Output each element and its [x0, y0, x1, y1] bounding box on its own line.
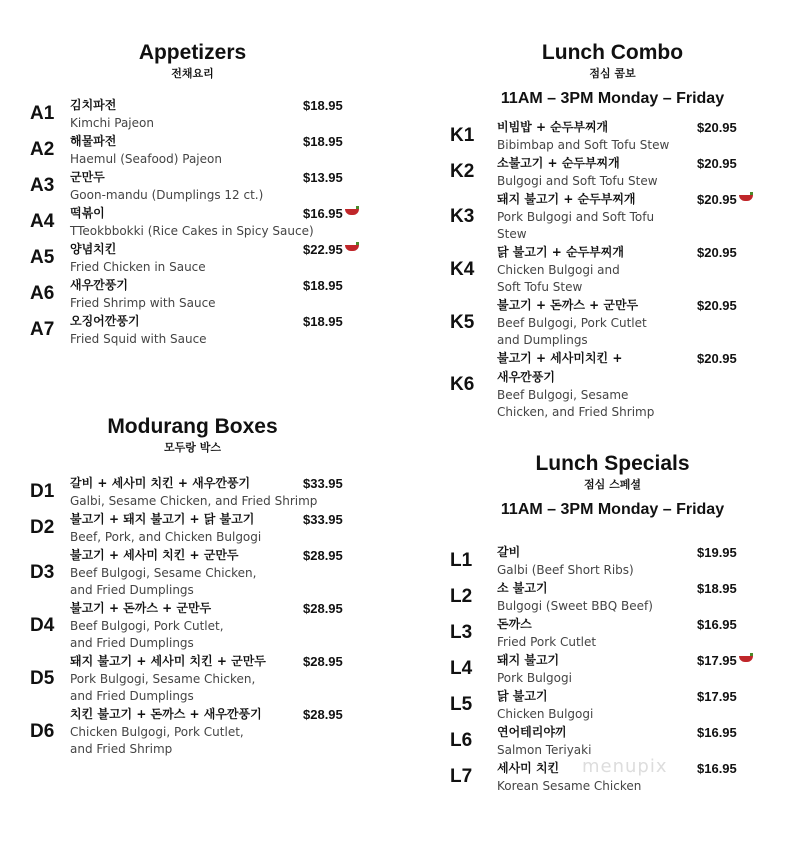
- item-korean-name: 닭 불고기: [497, 689, 548, 703]
- item-text: [497, 296, 647, 349]
- price-value: $28.95: [303, 548, 343, 563]
- item-english-name: Beef Bulgogi, Sesame: [497, 388, 629, 402]
- item-price: [303, 312, 343, 331]
- menu-item: [30, 705, 355, 758]
- item-code: D5: [30, 667, 55, 689]
- item-price: [697, 723, 737, 742]
- item-text: [70, 132, 222, 168]
- lunch-combo-section: [450, 40, 775, 421]
- menu-item: [30, 474, 355, 510]
- menu-item: [30, 132, 355, 168]
- item-english-name: Bulgogi (Sweet BBQ Beef): [497, 599, 653, 613]
- item-korean-name: 갈비: [497, 545, 521, 559]
- item-list: [450, 118, 775, 421]
- item-english-name: Galbi (Beef Short Ribs): [497, 563, 634, 577]
- item-code: L4: [450, 658, 473, 679]
- item-text: [70, 168, 263, 204]
- price-value: $19.95: [697, 545, 737, 560]
- item-english-name: Pork Bulgogi and Soft Tofu: [497, 210, 655, 224]
- menu-item: [450, 190, 775, 243]
- item-english-name: Haemul (Seafood) Pajeon: [70, 152, 222, 166]
- item-english-name: Soft Tofu Stew: [497, 280, 583, 294]
- item-text: [70, 276, 216, 312]
- item-price: [697, 154, 737, 173]
- item-korean-name: 김치파전: [70, 98, 117, 112]
- item-text: [497, 349, 654, 421]
- item-korean-name: 닭 불고기 + 순두부찌개: [497, 245, 624, 259]
- price-value: $16.95: [697, 617, 737, 632]
- item-text: [497, 687, 593, 723]
- menu-item: [30, 276, 355, 312]
- item-english-name: Chicken Bulgogi and: [497, 263, 620, 277]
- item-price: [303, 204, 359, 223]
- item-code: A1: [30, 103, 55, 124]
- item-korean-name: 새우깐풍기: [70, 278, 128, 292]
- item-english-name: TTeokbbokki (Rice Cakes in Spicy Sauce): [70, 224, 314, 238]
- section-hours: 11AM – 3PM Monday – Friday: [500, 90, 725, 107]
- price-value: $20.95: [697, 245, 737, 260]
- price-value: $20.95: [697, 192, 737, 207]
- item-english-name: Galbi, Sesame Chicken, and Fried Shrimp: [70, 494, 318, 508]
- item-text: [497, 190, 654, 243]
- item-code: K4: [450, 258, 475, 280]
- item-korean-name: 소불고기 + 순두부찌개: [497, 156, 620, 170]
- item-price: [697, 651, 753, 670]
- item-code: D2: [30, 517, 55, 538]
- appetizers-section: [30, 40, 355, 348]
- item-english-name: Fried Shrimp with Sauce: [70, 296, 216, 310]
- price-value: $18.95: [303, 314, 343, 329]
- item-korean-name: 불고기 + 돈까스 + 군만두: [70, 601, 212, 615]
- item-korean-name: 불고기 + 세사미치킨 +: [497, 351, 623, 365]
- price-value: $18.95: [303, 278, 343, 293]
- item-english-name: Salmon Teriyaki: [497, 743, 592, 757]
- menu-item: [30, 546, 355, 599]
- menu-item: [30, 96, 355, 132]
- item-korean-name: 돼지 불고기 + 세사미 치킨 + 군만두: [70, 654, 266, 668]
- section-subtitle: 점심 스페셜: [584, 478, 641, 491]
- menu-item: [450, 296, 775, 349]
- item-price: [697, 118, 737, 137]
- item-text: [497, 723, 591, 759]
- item-price: [303, 705, 343, 724]
- item-korean-name: 세사미 치킨: [497, 761, 560, 775]
- price-value: $22.95: [303, 242, 343, 257]
- watermark: menupix: [582, 756, 668, 777]
- item-english-name: Bibimbap and Soft Tofu Stew: [497, 138, 670, 152]
- item-english-name: Beef, Pork, and Chicken Bulgogi: [70, 530, 262, 544]
- item-text: [497, 651, 572, 687]
- section-subtitle: 모두랑 박스: [164, 441, 221, 454]
- section-title: Modurang Boxes: [107, 415, 278, 438]
- item-code: A3: [30, 175, 55, 196]
- menu-item: [450, 615, 775, 651]
- menu-item: [450, 118, 775, 154]
- item-english-name: and Dumplings: [497, 333, 588, 347]
- item-text: [497, 154, 658, 190]
- menu-item: [450, 543, 775, 579]
- item-korean-name: 소 불고기: [497, 581, 548, 595]
- item-english-name: Chicken, and Fried Shrimp: [497, 405, 655, 419]
- item-code: D3: [30, 561, 55, 583]
- item-code: L7: [450, 766, 473, 787]
- chili-pepper-icon: [739, 656, 753, 662]
- item-code: A4: [30, 211, 55, 232]
- item-korean-name: 돼지 불고기: [497, 653, 560, 667]
- price-value: $28.95: [303, 707, 343, 722]
- price-value: $33.95: [303, 476, 343, 491]
- item-text: [497, 243, 624, 296]
- item-list: [30, 96, 355, 348]
- item-english-name: Fried Chicken in Sauce: [70, 260, 206, 274]
- lunch-specials-section: [450, 451, 775, 795]
- item-text: [70, 474, 317, 510]
- item-english-name: Fried Squid with Sauce: [70, 332, 207, 346]
- menu-item: [450, 349, 775, 421]
- price-value: $16.95: [303, 206, 343, 221]
- item-korean-name: 돈까스: [497, 617, 532, 631]
- item-text: [497, 579, 653, 615]
- item-price: [303, 276, 343, 295]
- item-korean-name: 비빔밥 + 순두부찌개: [497, 120, 609, 134]
- chili-pepper-icon: [345, 245, 359, 251]
- item-code: K2: [450, 161, 475, 182]
- price-value: $18.95: [303, 98, 343, 113]
- item-text: [497, 118, 669, 154]
- item-english-name: Stew: [497, 227, 527, 241]
- item-price: [303, 510, 343, 529]
- item-text: [70, 204, 314, 240]
- menu-item: [450, 579, 775, 615]
- item-price: [697, 296, 737, 315]
- item-code: L6: [450, 730, 473, 751]
- item-price: [697, 759, 737, 778]
- item-text: [70, 652, 266, 705]
- item-text: [70, 96, 154, 132]
- item-price: [303, 599, 343, 618]
- item-code: L2: [450, 586, 473, 607]
- menu-item: [450, 243, 775, 296]
- item-code: D4: [30, 614, 55, 636]
- menu-item: [30, 510, 355, 546]
- item-korean-name: 군만두: [70, 170, 105, 184]
- price-value: $17.95: [697, 653, 737, 668]
- item-korean-name: 연어테리야끼: [497, 725, 567, 739]
- price-value: $17.95: [697, 689, 737, 704]
- menu-item: [30, 652, 355, 705]
- price-value: $28.95: [303, 654, 343, 669]
- menu-item: [450, 651, 775, 687]
- item-price: [697, 579, 737, 598]
- item-code: L5: [450, 694, 473, 715]
- item-price: [303, 168, 343, 187]
- item-korean-name: 돼지 불고기 + 순두부찌개: [497, 192, 636, 206]
- price-value: $28.95: [303, 601, 343, 616]
- item-price: [303, 652, 343, 671]
- item-korean-name: 불고기 + 돈까스 + 군만두: [497, 298, 639, 312]
- item-text: [70, 599, 224, 652]
- price-value: $33.95: [303, 512, 343, 527]
- price-value: $20.95: [697, 156, 737, 171]
- item-english-name: Korean Sesame Chicken: [497, 779, 642, 793]
- item-code: K3: [450, 205, 475, 227]
- item-text: [497, 543, 634, 579]
- item-korean-name: 오징어깐풍기: [70, 314, 140, 328]
- section-title: Lunch Specials: [535, 452, 690, 475]
- item-code: K5: [450, 311, 475, 333]
- item-korean-name: 갈비 + 세사미 치킨 + 새우깐풍기: [70, 476, 251, 490]
- menu-item: [450, 154, 775, 190]
- item-english-name: and Fried Dumplings: [70, 636, 194, 650]
- item-english-name: and Fried Dumplings: [70, 689, 194, 703]
- menu-item: [450, 687, 775, 723]
- item-english-name: Beef Bulgogi, Pork Cutlet: [497, 316, 647, 330]
- item-code: D1: [30, 481, 55, 502]
- item-price: [697, 349, 737, 368]
- item-price: [303, 132, 343, 151]
- item-code: A2: [30, 139, 55, 160]
- item-code: K1: [450, 125, 475, 146]
- item-english-name: and Fried Dumplings: [70, 583, 194, 597]
- menu-item: [30, 168, 355, 204]
- item-english-name: Pork Bulgogi: [497, 671, 572, 685]
- item-code: A5: [30, 247, 55, 268]
- item-price: [697, 687, 737, 706]
- item-list: [30, 474, 355, 758]
- item-code: A7: [30, 319, 55, 340]
- item-text: [70, 546, 256, 599]
- item-price: [697, 543, 737, 562]
- item-price: [697, 243, 737, 262]
- menu-item: [450, 723, 775, 759]
- item-english-name: and Fried Shrimp: [70, 742, 173, 756]
- price-value: $20.95: [697, 298, 737, 313]
- price-value: $20.95: [697, 120, 737, 135]
- item-korean-name: 해물파전: [70, 134, 117, 148]
- item-korean-name: 치킨 불고기 + 돈까스 + 새우깐풍기: [70, 707, 262, 721]
- item-price: [303, 546, 343, 565]
- item-price: [303, 474, 343, 493]
- item-text: [70, 240, 206, 276]
- price-value: $20.95: [697, 351, 737, 366]
- modurang-boxes-section: [30, 414, 355, 758]
- item-price: [697, 190, 753, 209]
- item-text: [70, 312, 207, 348]
- section-title: Appetizers: [138, 41, 247, 64]
- item-english-name: Beef Bulgogi, Sesame Chicken,: [70, 566, 257, 580]
- price-value: $16.95: [697, 725, 737, 740]
- item-code: L3: [450, 622, 473, 643]
- section-hours: 11AM – 3PM Monday – Friday: [500, 501, 725, 518]
- price-value: $13.95: [303, 170, 343, 185]
- item-korean-name: 새우깐풍기: [497, 370, 555, 384]
- item-korean-name: 양념치킨: [70, 242, 117, 256]
- chili-pepper-icon: [345, 209, 359, 215]
- item-price: [303, 96, 343, 115]
- item-korean-name: 불고기 + 세사미 치킨 + 군만두: [70, 548, 239, 562]
- section-subtitle: 점심 콤보: [589, 67, 636, 80]
- item-english-name: Pork Bulgogi, Sesame Chicken,: [70, 672, 256, 686]
- section-subtitle: 전채요리: [171, 67, 214, 80]
- section-title: Lunch Combo: [541, 41, 684, 64]
- menu-item: [30, 204, 355, 240]
- menu-item: [30, 240, 355, 276]
- item-korean-name: 불고기 + 돼지 불고기 + 닭 불고기: [70, 512, 255, 526]
- item-text: [70, 510, 261, 546]
- price-value: $18.95: [303, 134, 343, 149]
- price-value: $16.95: [697, 761, 737, 776]
- item-price: [697, 615, 737, 634]
- item-english-name: Beef Bulgogi, Pork Cutlet,: [70, 619, 224, 633]
- item-text: [70, 705, 262, 758]
- item-english-name: Fried Pork Cutlet: [497, 635, 597, 649]
- menu-item: [30, 599, 355, 652]
- item-text: [497, 615, 596, 651]
- item-code: D6: [30, 720, 55, 742]
- menu-item: [30, 312, 355, 348]
- item-english-name: Goon-mandu (Dumplings 12 ct.): [70, 188, 264, 202]
- price-value: $18.95: [697, 581, 737, 596]
- item-english-name: Chicken Bulgogi: [497, 707, 594, 721]
- item-english-name: Bulgogi and Soft Tofu Stew: [497, 174, 658, 188]
- item-code: L1: [450, 550, 473, 571]
- item-english-name: Kimchi Pajeon: [70, 116, 154, 130]
- item-price: [303, 240, 359, 259]
- item-code: K6: [450, 374, 475, 395]
- item-korean-name: 떡볶이: [70, 206, 105, 220]
- item-code: A6: [30, 283, 55, 304]
- item-english-name: Chicken Bulgogi, Pork Cutlet,: [70, 725, 244, 739]
- chili-pepper-icon: [739, 195, 753, 201]
